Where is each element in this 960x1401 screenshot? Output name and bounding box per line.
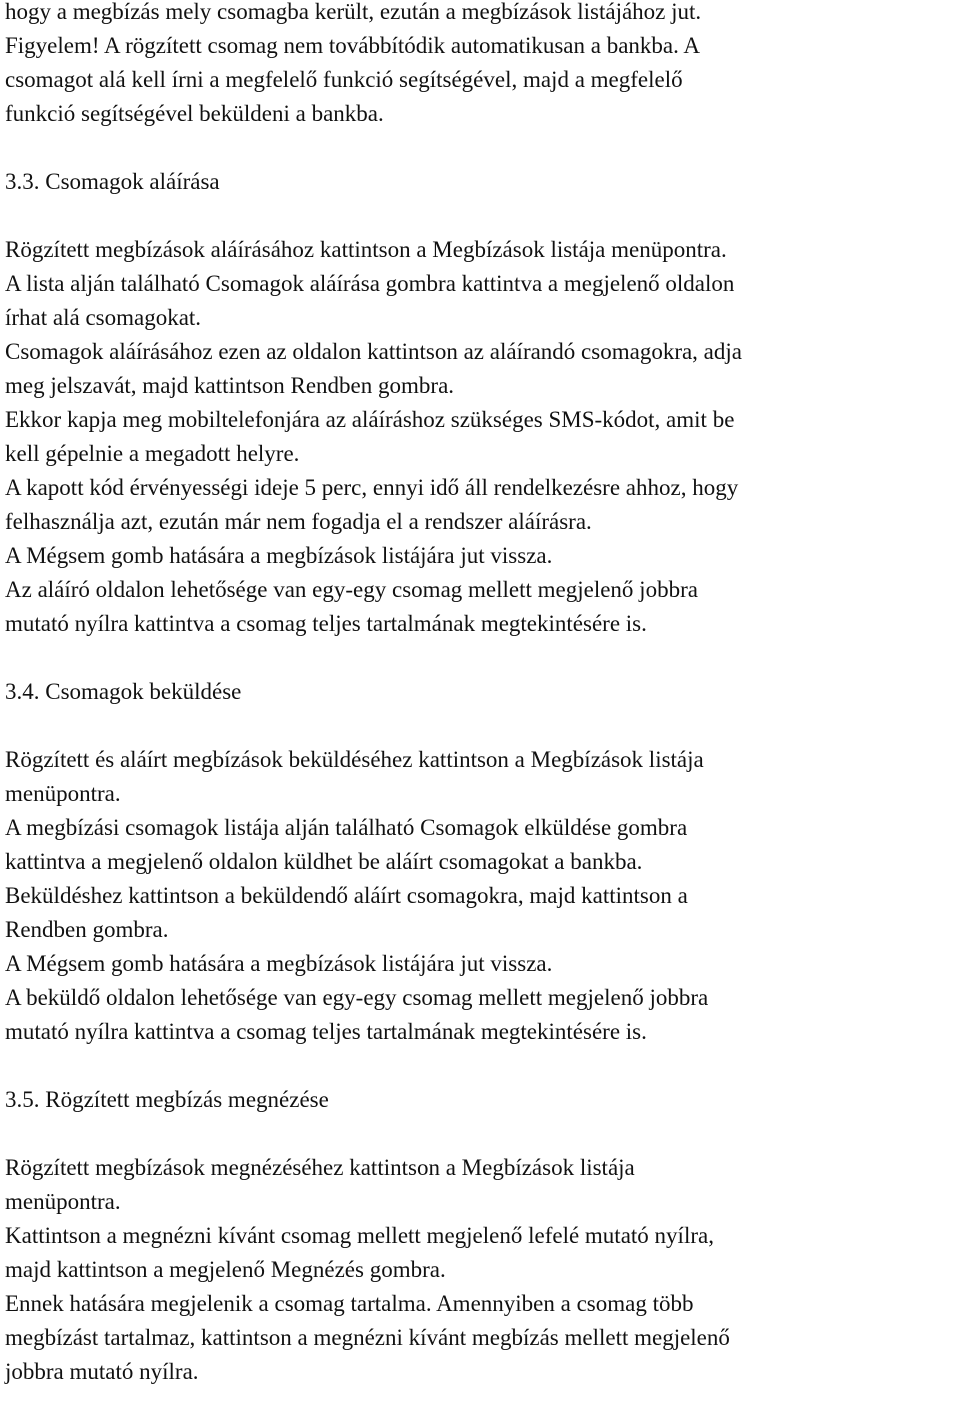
section-3-3-paragraph-1: Rögzített megbízások aláírásához kattintson a Megbízások listája menüpontra. — [5, 237, 727, 262]
section-3-3-paragraph-3: Csomagok aláírásához ezen az oldalon kattintson az aláírandó csomagokra, adja meg jelszavát, majd kattintson Rendben gombra. — [5, 339, 742, 398]
intro-paragraph: hogy a megbízás mely csomagba került, ezután a megbízások listájához jut. Figyelem! A rögzített csomag nem továbbítódik automatikusan a bankba. A csomagot alá kell írni a megfelelő funkció segítségével, majd a megfelelő funkció segítségével beküldeni a bankba. — [5, 0, 702, 126]
section-3-3-paragraph-5: A kapott kód érvényességi ideje 5 perc, ennyi idő áll rendelkezésre ahhoz, hogy felhasználja azt, ezután már nem fogadja el a rendszer aláírásra. — [5, 475, 739, 534]
spacer — [5, 709, 950, 743]
section-3-4-paragraph-1: Rögzített és aláírt megbízások beküldéséhez kattintson a Megbízások listája menüpontra. — [5, 747, 704, 806]
spacer — [5, 641, 950, 675]
section-3-5-paragraph-3: Ennek hatására megjelenik a csomag tartalma. Amennyiben a csomag több megbízást tartalmaz, kattintson a megnézni kívánt megbízás mellett megjelenő jobbra mutató nyílra. — [5, 1291, 730, 1384]
spacer — [5, 199, 950, 233]
spacer — [5, 131, 950, 165]
section-3-3-paragraph-2: A lista alján található Csomagok aláírása gombra kattintva a megjelenő oldalon írhat alá csomagokat. — [5, 271, 735, 330]
section-3-3-paragraph-7: Az aláíró oldalon lehetősége van egy-egy csomag mellett megjelenő jobbra mutató nyílra kattintva a csomag teljes tartalmának megtekintésére is. — [5, 577, 698, 636]
section-3-4-title: 3.4. Csomagok beküldése — [5, 679, 242, 704]
section-3-3 — [5, 165, 950, 641]
spacer — [5, 1049, 950, 1083]
section-3-4-paragraph-4: A Mégsem gomb hatására a megbízások listájára jut vissza. — [5, 951, 553, 976]
section-3-3-paragraph-4: Ekkor kapja meg mobiltelefonjára az aláíráshoz szükséges SMS-kódot, amit be kell gépelnie a megadott helyre. — [5, 407, 735, 466]
section-3-5 — [5, 1083, 950, 1389]
section-3-3-title: 3.3. Csomagok aláírása — [5, 169, 220, 194]
section-3-4-paragraph-5: A beküldő oldalon lehetősége van egy-egy csomag mellett megjelenő jobbra mutató nyílra kattintva a csomag teljes tartalmának megtekintésére is. — [5, 985, 709, 1044]
section-3-4-paragraph-3: Beküldéshez kattintson a beküldendő aláírt csomagokra, majd kattintson a Rendben gombra. — [5, 883, 688, 942]
section-3-4 — [5, 675, 950, 1049]
section-3-3-paragraph-6: A Mégsem gomb hatására a megbízások listájára jut vissza. — [5, 543, 553, 568]
section-3-5-paragraph-2: Kattintson a megnézni kívánt csomag mellett megjelenő lefelé mutató nyílra, majd kattintson a megjelenő Megnézés gombra. — [5, 1223, 714, 1282]
section-3-5-title: 3.5. Rögzített megbízás megnézése — [5, 1087, 329, 1112]
spacer — [5, 1117, 950, 1151]
section-3-4-paragraph-2: A megbízási csomagok listája alján található Csomagok elküldése gombra kattintva a megjelenő oldalon küldhet be aláírt csomagokat a bankba. — [5, 815, 688, 874]
section-3-5-paragraph-1: Rögzített megbízások megnézéséhez kattintson a Megbízások listája menüpontra. — [5, 1155, 635, 1214]
